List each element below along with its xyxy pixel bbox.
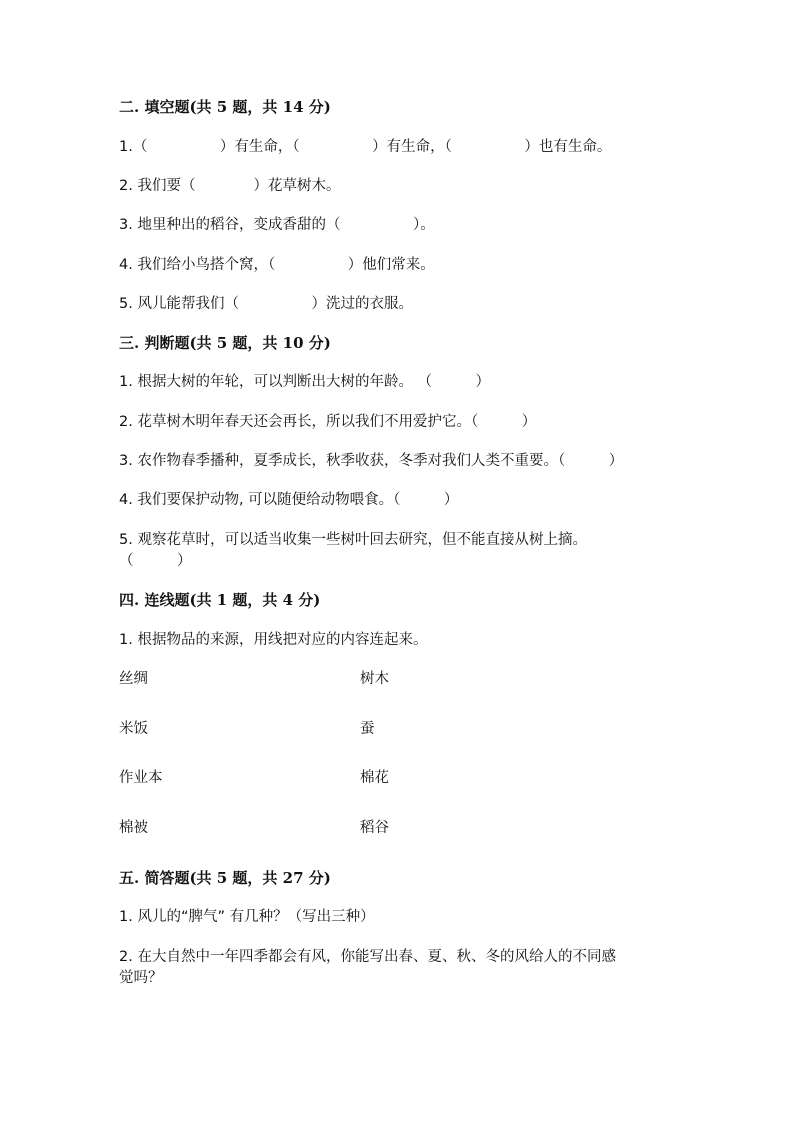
question-item: 1.（ ）有生命，（ ）有生命，（ ）也有生命。 (119, 139, 612, 155)
question-item: 5. 风儿能帮我们（ ）洗过的衣服。 (119, 296, 413, 312)
question-item: 2. 我们要（ ）花草树木。 (119, 178, 341, 194)
question-item: 1. 风儿的“脾气” 有几种？（写出三种） (119, 909, 375, 925)
section-heading-matching: 四. 连线题(共 1 题，共 4 分) (119, 591, 321, 609)
question-item: 4. 我们给小鸟搭个窝，（ ）他们常来。 (119, 257, 435, 273)
matching-right-item: 棉花 (360, 770, 389, 786)
section-heading-short-answer: 五. 简答题(共 5 题，共 27 分) (119, 869, 331, 887)
question-item: 3. 农作物春季播种，夏季成长，秋季收获，冬季对我们人类不重要。（ ） (119, 453, 624, 469)
question-item: 2. 花草树木明年春天还会再长，所以我们不用爱护它。（ ） (119, 414, 537, 430)
section-heading-fill-blank: 二. 填空题(共 5 题，共 14 分) (119, 98, 331, 116)
matching-left-item: 丝绸 (119, 671, 148, 687)
question-item-continuation: 觉吗？ (119, 970, 163, 986)
question-item-continuation: （ ） (119, 553, 192, 569)
matching-right-item: 稻谷 (360, 820, 389, 836)
matching-right-item: 树木 (360, 671, 389, 687)
question-item: 5. 观察花草时，可以适当收集一些树叶回去研究，但不能直接从树上摘。 (119, 532, 587, 548)
matching-right-item: 蚕 (360, 721, 375, 737)
matching-left-item: 米饭 (119, 721, 148, 737)
question-item: 3. 地里种出的稻谷，变成香甜的（ ）。 (119, 217, 435, 233)
question-item: 4. 我们要保护动物, 可以随便给动物喂食。（ ） (119, 492, 459, 508)
question-item: 2. 在大自然中一年四季都会有风，你能写出春、夏、秋、冬的风给人的不同感 (119, 949, 616, 965)
question-item: 1. 根据大树的年轮，可以判断出大树的年龄。 （ ） (119, 374, 491, 390)
section-heading-true-false: 三. 判断题(共 5 题，共 10 分) (119, 334, 331, 352)
matching-left-item: 棉被 (119, 820, 148, 836)
question-item: 1. 根据物品的来源，用线把对应的内容连起来。 (119, 632, 428, 648)
matching-left-item: 作业本 (119, 770, 163, 786)
